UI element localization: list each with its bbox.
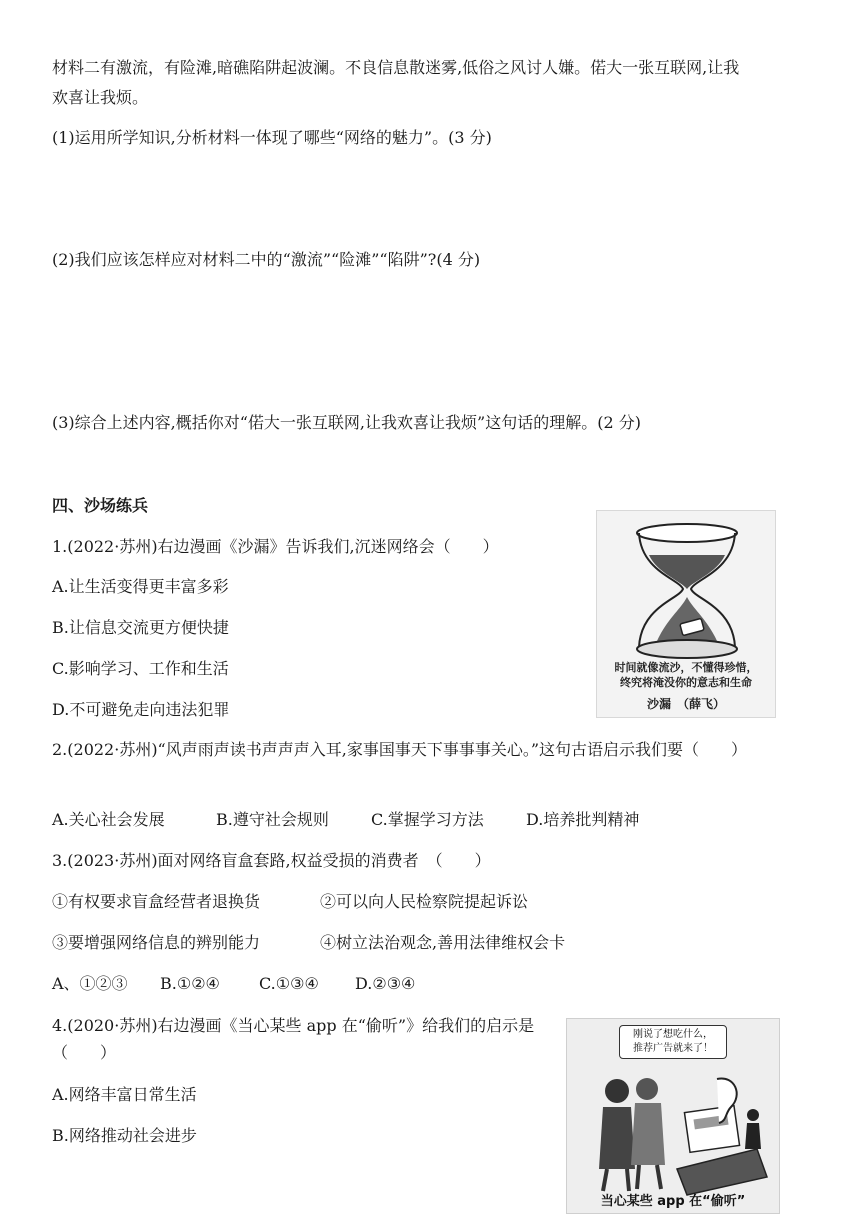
- q3-statements-row1: [52, 890, 528, 914]
- q3-option-d: D.②③④: [355, 974, 416, 993]
- q1-option-a: A.让生活变得更丰富多彩: [52, 577, 229, 596]
- q3-statement-4: ④树立法治观念,善用法律维权会卡: [320, 933, 566, 952]
- question-1: (1)运用所学知识,分析材料一体现了哪些“网络的魅力”。(3 分): [52, 128, 492, 147]
- q3-option-a: A、①②③: [52, 974, 128, 993]
- q4-stem-blank: （ ）: [52, 1043, 117, 1062]
- hourglass-caption-line1: 时间就像流沙，不懂得珍惜，: [614, 661, 758, 674]
- hourglass-title: 沙漏 （薛飞）: [646, 697, 725, 711]
- q2-option-c: C.掌握学习方法: [371, 810, 484, 829]
- app-cartoon-title: 当心某些 app 在“偷听”: [600, 1194, 746, 1209]
- q2-option-a: A.关心社会发展: [52, 810, 165, 829]
- question-3: (3)综合上述内容,概括你对“偌大一张互联网,让我欢喜让我烦”这句话的理解。(2 分): [52, 413, 641, 432]
- q4-option-a: A.网络丰富日常生活: [52, 1085, 197, 1104]
- section-title: 四、沙场练兵: [52, 496, 149, 515]
- q3-statements-row2: [52, 931, 565, 955]
- q2-option-d: D.培养批判精神: [526, 810, 640, 829]
- app-eavesdrop-cartoon: [566, 1018, 780, 1214]
- q1-option-c: C.影响学习、工作和生活: [52, 659, 229, 678]
- q3-option-b: B.①②④: [160, 974, 220, 993]
- people-phone-illustration: [567, 1019, 779, 1213]
- material2-line2: 欢喜让我烦。: [52, 88, 149, 107]
- q3-stem: 3.(2023·苏州)面对网络盲盒套路,权益受损的消费者 （ ）: [52, 851, 491, 870]
- q3-statement-3: ③要增强网络信息的辨别能力: [52, 933, 261, 952]
- q2-stem: 2.(2022·苏州)“风声雨声读书声声声入耳,家事国事天下事事事关心。”这句古语启示我们要（ ）: [52, 740, 748, 759]
- q1-option-b: B.让信息交流更方便快捷: [52, 618, 229, 637]
- q2-options: [52, 808, 639, 832]
- q3-statement-2: ②可以向人民检察院提起诉讼: [320, 892, 529, 911]
- hourglass-cartoon: [596, 510, 776, 718]
- speech-bubble-line2: 推荐广告就来了！: [633, 1043, 713, 1054]
- q3-statement-1: ①有权要求盲盒经营者退换货: [52, 892, 261, 911]
- q4-stem: 4.(2020·苏州)右边漫画《当心某些 app 在“偷听”》给我们的启示是: [52, 1016, 535, 1035]
- question-2: (2)我们应该怎样应对材料二中的“激流”“险滩”“陷阱”?(4 分): [52, 250, 481, 269]
- q4-option-b: B.网络推动社会进步: [52, 1126, 197, 1145]
- speech-bubble-line1: 刚说了想吃什么，: [633, 1029, 713, 1040]
- hourglass-caption-line2: 终究将淹没你的意志和生命: [620, 676, 752, 689]
- q3-option-c: C.①③④: [259, 974, 319, 993]
- q2-option-b: B.遵守社会规则: [216, 810, 329, 829]
- q1-option-d: D.不可避免走向违法犯罪: [52, 700, 230, 719]
- material2-line1: 材料二有激流，有险滩,暗礁陷阱起波澜。不良信息散迷雾,低俗之风讨人嫌。偌大一张互联网,让我: [52, 58, 740, 77]
- hourglass-illustration: [597, 511, 775, 661]
- q3-options: [52, 972, 415, 996]
- q1-stem: 1.(2022·苏州)右边漫画《沙漏》告诉我们,沉迷网络会（ ）: [52, 537, 499, 556]
